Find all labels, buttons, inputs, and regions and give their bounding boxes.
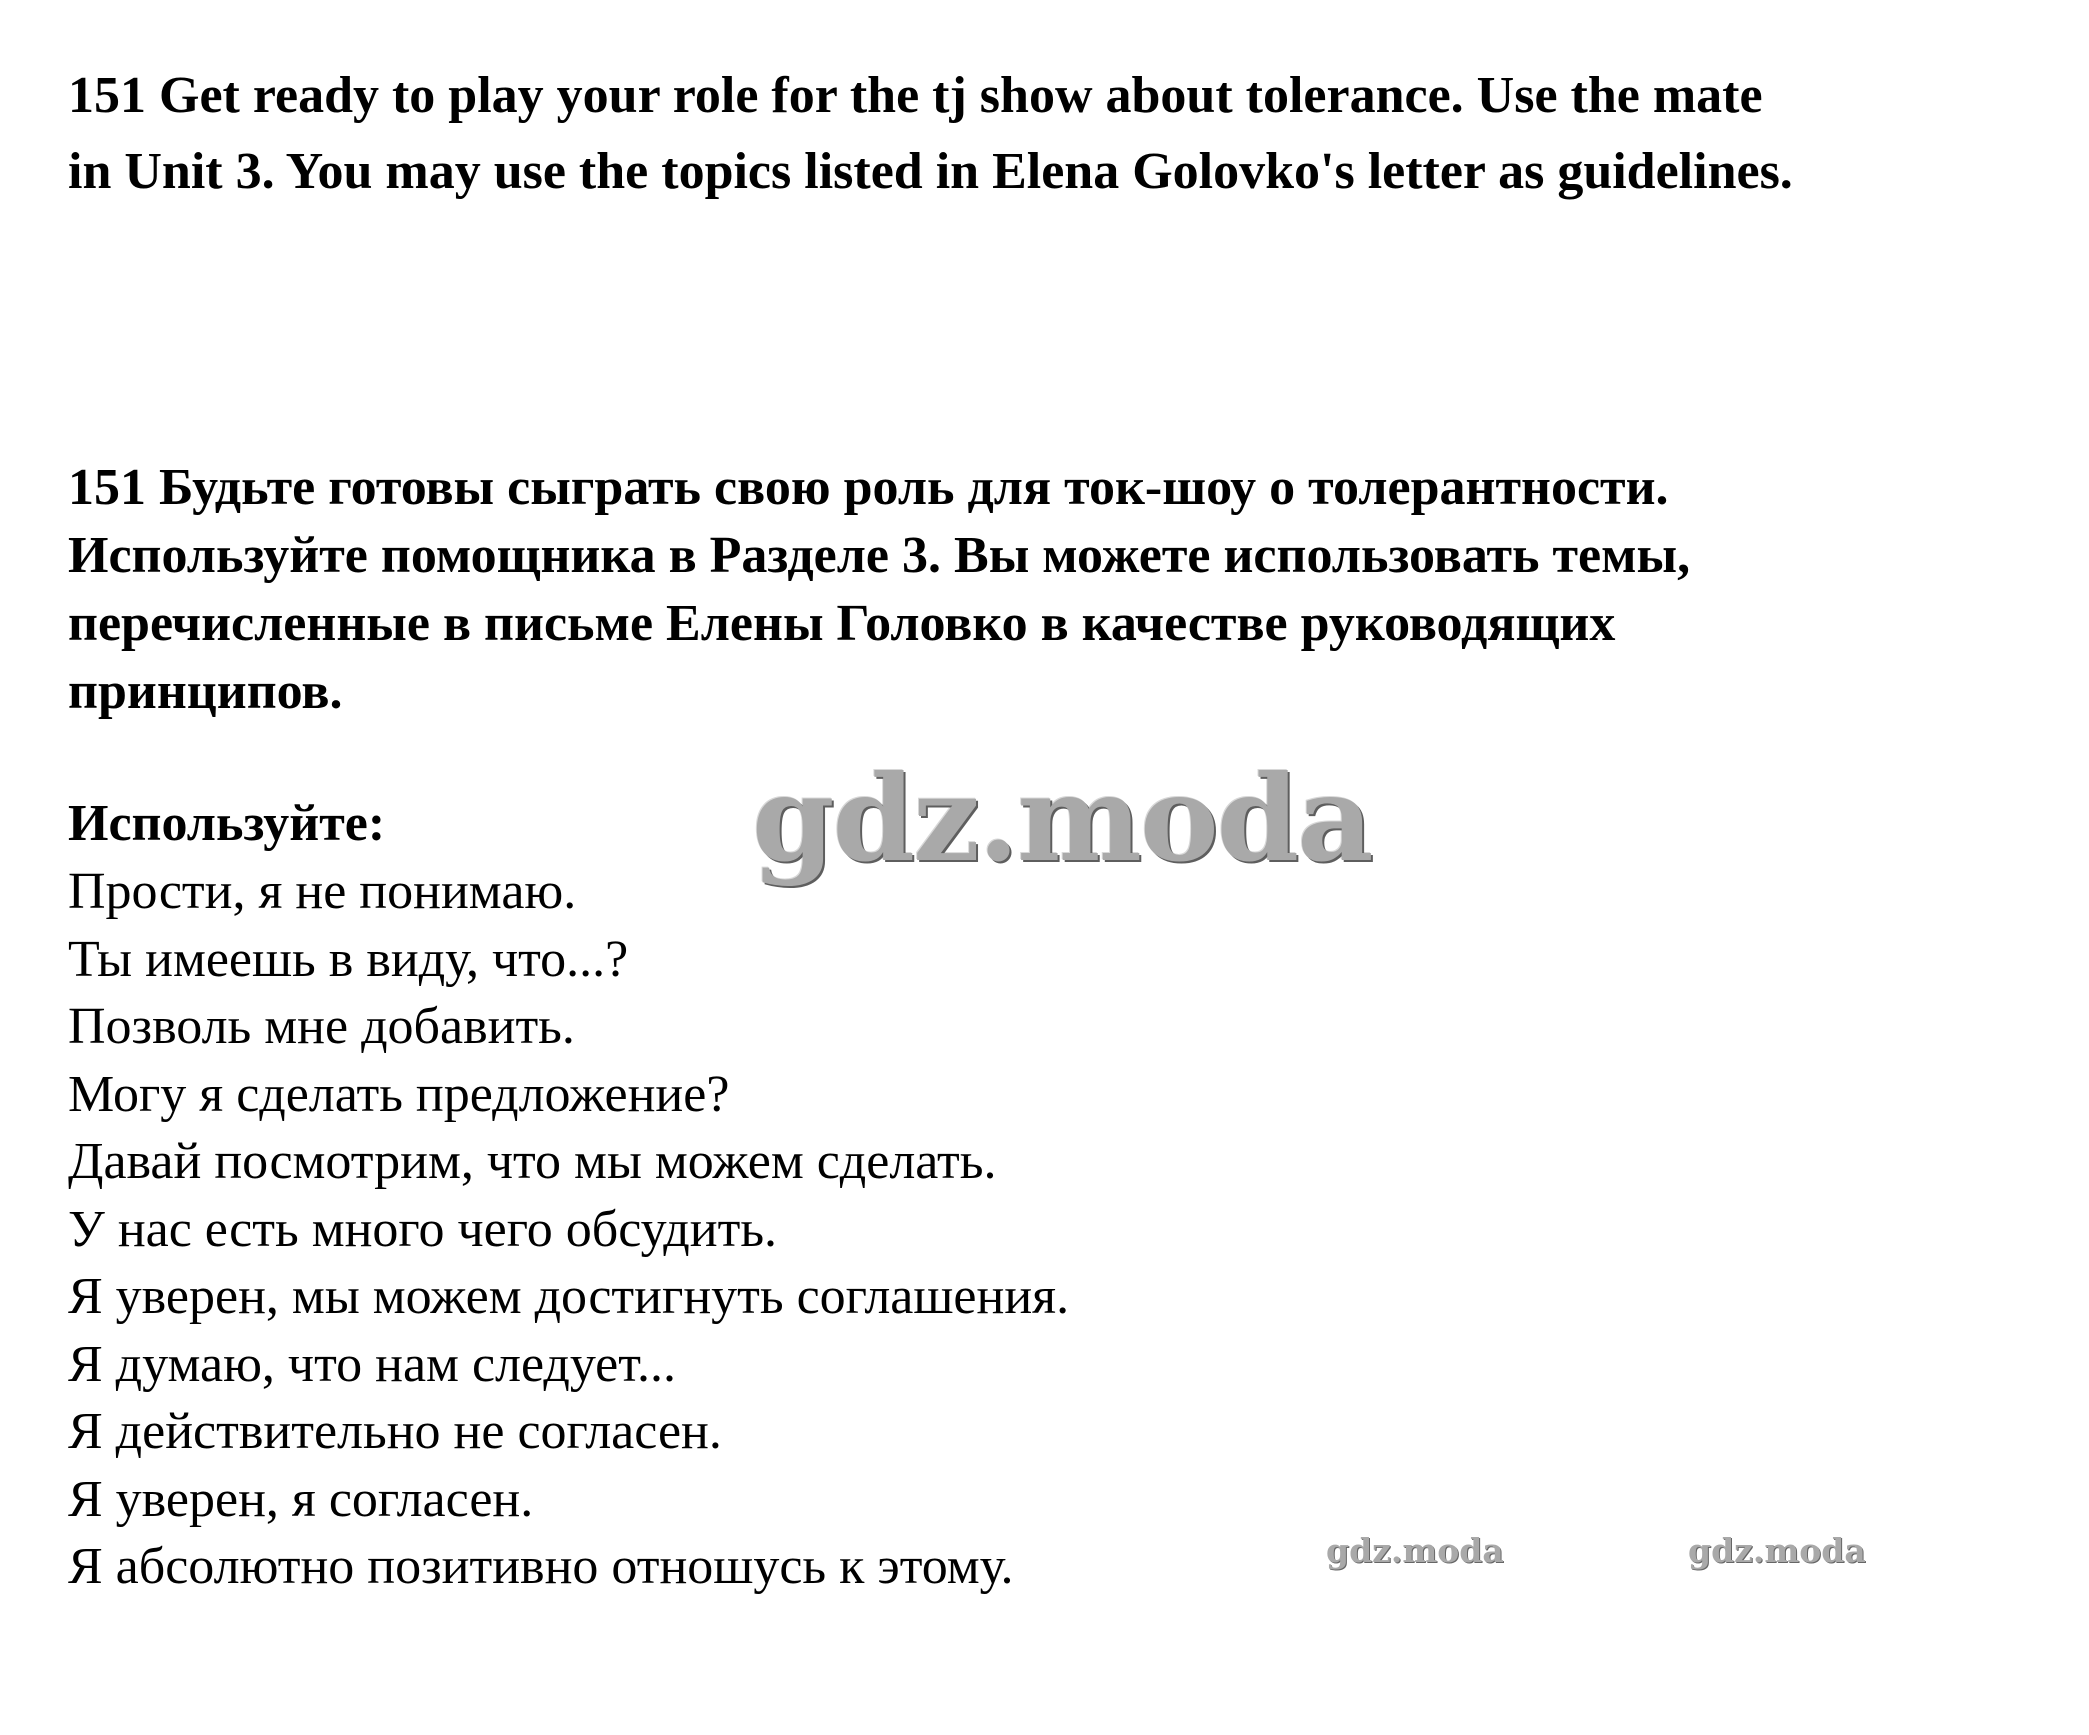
phrase-item: Я действительно не согласен. <box>68 1403 722 1460</box>
use-heading: Используйте: <box>68 795 386 852</box>
phrase-item: Я уверен, я согласен. <box>68 1470 534 1528</box>
watermark-small: gdz.moda <box>1688 1531 1866 1570</box>
phrase-item: Прости, я не понимаю. <box>68 863 577 920</box>
phrase-item: Позволь мне добавить. <box>68 998 575 1055</box>
phrase-item: Я абсолютно позитивно отношусь к этому. <box>68 1538 1014 1595</box>
english-task-line: in Unit 3. You may use the topics listed in Elena Golovko's letter as guidelines. <box>68 143 1793 200</box>
russian-task-line: Используйте помощника в Разделе 3. Вы можете использовать темы, <box>68 527 1691 584</box>
english-task-text <box>68 58 2068 210</box>
russian-task-line: перечисленные в письме Елены Головко в качестве руководящих <box>68 595 1616 652</box>
phrase-item: У нас есть много чего обсудить. <box>68 1200 778 1258</box>
russian-task-text <box>68 454 2018 726</box>
phrase-list <box>68 858 1069 1601</box>
phrase-item: Я думаю, что нам следует... <box>68 1335 677 1393</box>
phrase-item: Давай посмотрим, что мы можем сделать. <box>68 1133 997 1190</box>
phrase-item: Ты имеешь в виду, что...? <box>68 930 629 988</box>
russian-task-line: принципов. <box>68 663 343 720</box>
english-task-line: 151 Get ready to play your role for the tj show about tolerance. Use the mate <box>68 67 1763 124</box>
phrase-item: Могу я сделать предложение? <box>68 1065 730 1123</box>
phrase-item: Я уверен, мы можем достигнуть соглашения. <box>68 1268 1070 1325</box>
watermark-logo: gdz.moda <box>752 749 1372 888</box>
russian-task-line: 151 Будьте готовы сыграть свою роль для ток-шоу о толерантности. <box>68 459 1669 516</box>
watermark-small: gdz.moda <box>1326 1531 1504 1570</box>
